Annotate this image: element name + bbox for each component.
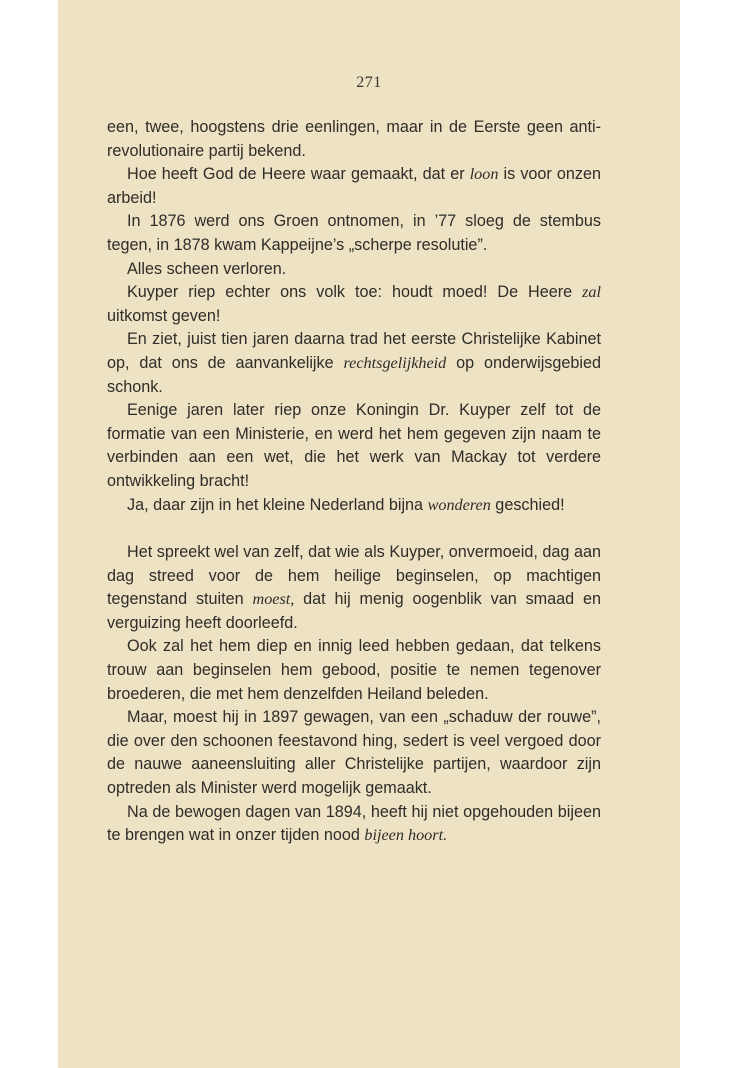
- italic-text-run: bijeen hoort.: [364, 826, 448, 845]
- text-run: Na de bewogen dagen van 1894, heeft hij niet opgehouden bijeen te brengen wat in onzer tijden nood: [107, 802, 601, 845]
- book-page: [58, 0, 680, 1068]
- italic-text-run: loon: [469, 165, 499, 184]
- text-run: Hoe heeft God de Heere waar gemaakt, dat er: [127, 165, 470, 184]
- text-run: geschied!: [490, 495, 565, 514]
- paragraph: [107, 494, 601, 518]
- paragraph: [107, 399, 601, 493]
- text-run: Ook zal het hem diep en innig leed hebben gedaan, dat telkens trouw aan beginselen hem gebood, positie te nemen tegenover broederen, die met hem denzelfden Heiland beleden.: [107, 637, 601, 703]
- text-run: is voor onzen arbeid!: [107, 165, 601, 207]
- paragraph: [107, 116, 601, 163]
- paragraph: [107, 706, 601, 800]
- section-2: [107, 541, 601, 848]
- text-run: Alles scheen verloren.: [127, 259, 287, 278]
- paragraph: [107, 541, 601, 635]
- section-break: [107, 517, 601, 541]
- text-run: Kuyper riep echter ons volk toe: houdt moed! De Heere: [127, 283, 583, 302]
- text-run: op onderwijsgebied schonk.: [107, 353, 601, 396]
- paragraph: [107, 210, 601, 257]
- section-1: [107, 116, 601, 517]
- text-run: En ziet, juist tien jaren daarna trad het eerste Christelijke Kabinet op, dat ons de aanvankelijke: [107, 330, 601, 372]
- text-run: een, twee, hoogstens drie eenlingen, maar in de Eerste geen anti-revolutionaire partij bekend.: [107, 118, 601, 160]
- text-run: In 1876 werd ons Groen ontnomen, in ’77 sloeg de stembus tegen, in 1878 kwam Kappeijne’s „scherpe resolutie”.: [107, 212, 601, 254]
- italic-text-run: zal: [582, 283, 601, 302]
- text-run: Het spreekt wel van zelf, dat wie als Kuyper, onvermoeid, dag aan dag streed voor de hem heilige beginselen, op machtigen tegenstand stuiten: [107, 543, 601, 609]
- paragraph: [107, 281, 601, 328]
- page-number: 271: [356, 74, 382, 91]
- text-run: dat hij menig oogenblik van smaad en verguizing heeft doorleefd.: [107, 590, 602, 632]
- text-run: uitkomst geven!: [107, 306, 221, 325]
- text-run: Eenige jaren later riep onze Koningin Dr. Kuyper zelf tot de formatie van een Ministerie, en werd het hem gegeven zijn naam te verbinden aan een wet, die het werk van Mackay tot verdere ontwikkeling bracht!: [107, 401, 601, 490]
- paragraph: [107, 163, 601, 210]
- paragraph: [107, 635, 601, 706]
- paragraph: [107, 801, 601, 848]
- text-run: Ja, daar zijn in het kleine Nederland bijna: [127, 495, 428, 514]
- text-run: Maar, moest hij in 1897 gewagen, van een „schaduw der rouwe”, die over den schoonen feestavond hing, sedert is veel vergoed door de nauwe aaneensluiting aller Christelijke partijen, waardoor zijn optreden als Minister werd mogelijk gemaakt.: [107, 708, 601, 798]
- italic-text-run: rechtsgelijkheid: [343, 353, 447, 372]
- italic-text-run: moest,: [252, 590, 295, 609]
- paragraph: [107, 258, 601, 282]
- italic-text-run: wonderen: [427, 495, 491, 514]
- page-body-text: [107, 116, 601, 848]
- paragraph: [107, 328, 601, 399]
